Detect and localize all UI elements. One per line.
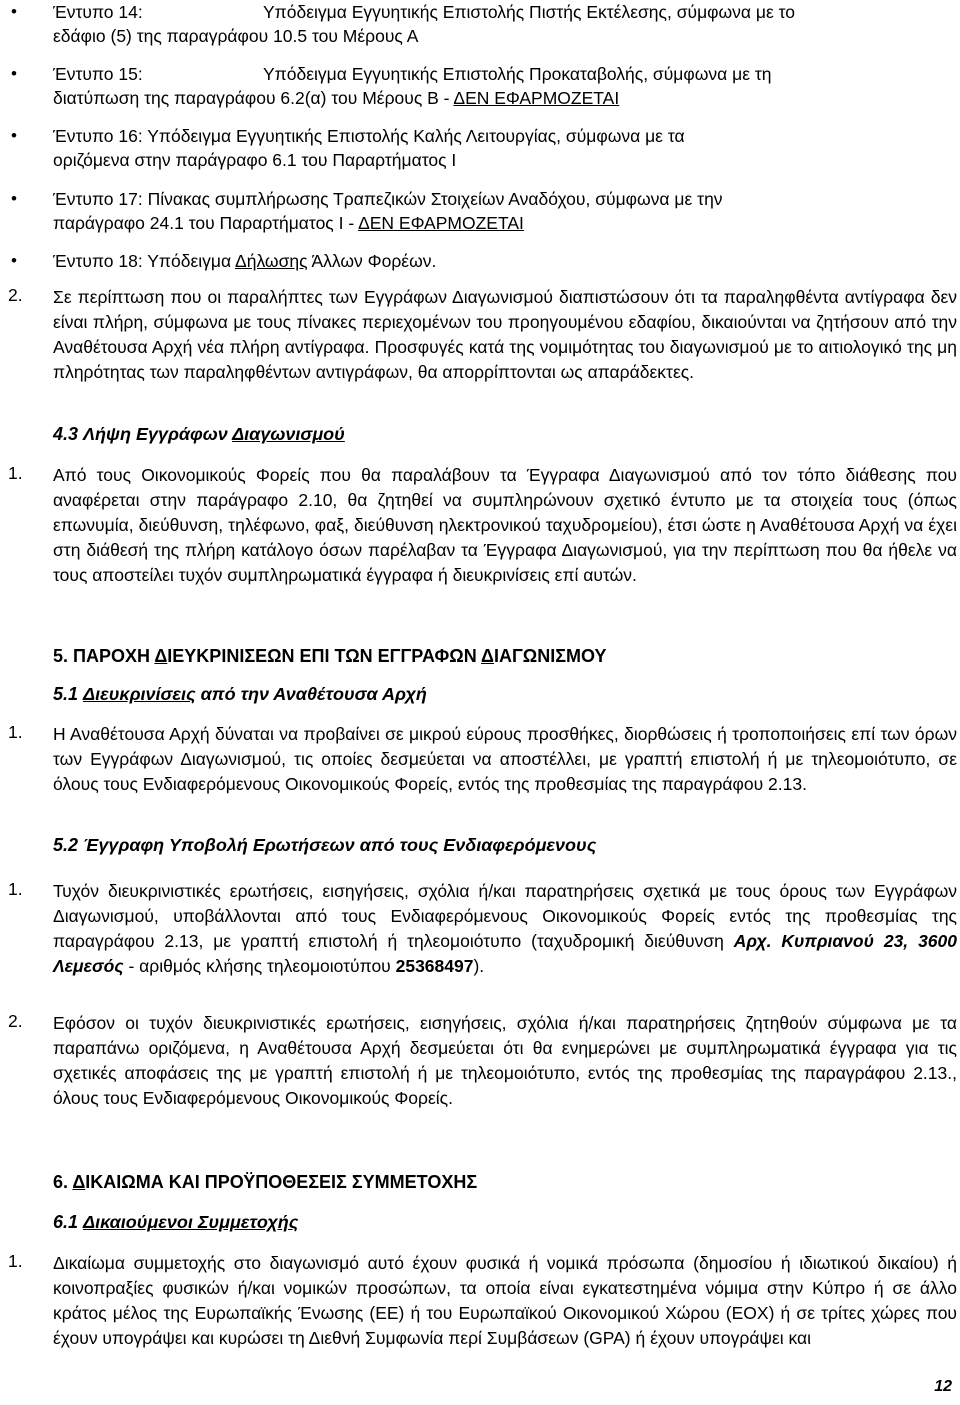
not-applicable-note: ΔΕΝ ΕΦΑΡΜΟΖΕΤΑΙ: [453, 88, 620, 108]
paragraph-text-mid: - αριθμός κλήσης τηλεομοιοτύπου: [123, 956, 396, 976]
item-label: Έντυπο 15:: [53, 64, 143, 84]
heading-text-underlined: Διαγωνισμού: [232, 424, 345, 444]
paragraph-number: 2.: [8, 285, 23, 305]
heading-text: 6.: [53, 1172, 73, 1192]
bullet-icon: •: [11, 251, 17, 270]
item-text-underlined: Δήλωσης: [235, 251, 308, 271]
item-text-continued: οριζόμενα στην παράγραφο 6.1 του Παραρτήματος Ι: [53, 150, 457, 170]
section-heading-6-1: [53, 1212, 298, 1233]
paragraph-number: 1.: [8, 722, 23, 742]
not-applicable-note: ΔΕΝ ΕΦΑΡΜΟΖΕΤΑΙ: [358, 213, 524, 233]
heading-text-underlined: Διευκρινίσεις: [83, 684, 196, 704]
heading-text: ΙΑΓΩΝΙΣΜΟΥ: [493, 646, 607, 666]
bullet-icon: •: [11, 64, 17, 83]
item-text-continued: εδάφιο (5) της παραγράφου 10.5 του Μέρους Α: [53, 26, 419, 46]
heading-letter-underlined: Δ: [481, 646, 494, 666]
list-item: [11, 0, 957, 48]
list-item: [11, 249, 957, 273]
heading-letter-underlined: Δ: [72, 1172, 86, 1192]
paragraph-text: Δικαίωμα συμμετοχής στο διαγωνισμό αυτό έχουν φυσικά ή νομικά πρόσωπα (δημοσίου ή ιδιωτικού δικαίου) ή κοινοπραξίες φυσικών ή/και νομικών προσώπων, τα οποία είναι εγκατεστημένα νόμιμα στην Κύπρο ή σε άλλο κράτος μέλος της Ευρωπαϊκής Ένωσης (ΕΕ) ή του Ευρωπαϊκού Οικονομικού Χώρου (ΕΟΧ) ή σε τρίτες χώρες που έχουν υπογράψει και κυρώσει τη Διεθνή Συμφωνία περί Συμβάσεων (GPA) ή έχουν υπογράψει και: [53, 1253, 957, 1348]
paragraph-text: Από τους Οικονομικούς Φορείς που θα παραλάβουν τα Έγγραφα Διαγωνισμού από τον τόπο διάθεσης που αναφέρεται στην παράγραφο 2.10, θα ζητηθεί να συμπληρώνουν σχετικό έντυπο με τα στοιχεία τους (όπως επωνυμία, διεύθυνση, τηλέφωνο, φαξ, διεύθυνση ηλεκτρονικού ταχυδρομείου), έτσι ώστε η Αναθέτουσα Αρχή να έχει στη διάθεσή της πλήρη κατάλογο όσων παρέλαβαν τα Έγγραφα Διαγωνισμού, για την περίπτωση που θα ήθελε να τους αποστείλει τυχόν συμπληρωματικά έγγραφα ή διευκρινίσεις επί αυτών.: [53, 465, 957, 585]
heading-letter-underlined: Δ: [154, 646, 168, 666]
item-text: Έντυπο 18: Υπόδειγμα: [53, 251, 236, 271]
item-text-end: Άλλων Φορέων.: [307, 251, 437, 271]
heading-text-underlined: Δικαιούμενοι Συμμετοχής: [83, 1212, 299, 1232]
heading-number: 5.2: [53, 835, 79, 855]
paragraph-text: Σε περίπτωση που οι παραλήπτες των Εγγράφων Διαγωνισμού διαπιστώσουν ότι τα παραληφθέντα αντίγραφα δεν είναι πλήρη, σύμφωνα με τους πίνακες περιεχομένων του προηγουμένου εδαφίου, δικαιούνται να ζητήσουν από την Αναθέτουσα Αρχή νέα πλήρη αντίγραφα. Προσφυγές κατά της νομιμότητας του διαγωνισμού με το αιτιολογικό της μη πληρότητας των παραληφθέντων αντιγράφων, θα απορρίπτονται ως απαράδεκτες.: [53, 287, 957, 382]
heading-number: 4.3: [53, 424, 79, 444]
postal-address: Αρχ. Κυπριανού 23, 3600 Λεμεσός: [53, 931, 957, 976]
list-item: [11, 124, 957, 172]
paragraph-number: 1.: [8, 1251, 23, 1271]
paragraph-text: [53, 879, 957, 979]
section-heading-5-1: [53, 684, 427, 705]
heading-text: 5. ΠΑΡΟΧΗ: [53, 646, 155, 666]
section-heading-6: [53, 1172, 477, 1193]
bullet-icon: •: [11, 126, 17, 145]
heading-text: Λήψη Εγγράφων: [83, 424, 233, 444]
heading-text: ΙΚΑΙΩΜΑ ΚΑΙ ΠΡΟΫΠΟΘΕΣΕΙΣ ΣΥΜΜΕΤΟΧΗΣ: [85, 1172, 478, 1192]
item-text: Έντυπο 17: Πίνακας συμπλήρωσης Τραπεζικών Στοιχείων Αναδόχου, σύμφωνα με την: [53, 189, 723, 209]
bullet-icon: •: [11, 189, 17, 208]
heading-text: Έγγραφη Υποβολή Ερωτήσεων από τους Ενδιαφερόμενους: [83, 835, 597, 855]
list-item: [11, 62, 957, 110]
item-text: Έντυπο 16: Υπόδειγμα Εγγυητικής Επιστολής Καλής Λειτουργίας, σύμφωνα με τα: [53, 126, 685, 146]
fax-number: 25368497: [395, 956, 474, 976]
item-text-continued: διατύπωση της παραγράφου 6.2(α) του Μέρους Β -: [53, 88, 454, 108]
section-heading-5-2: [53, 835, 596, 856]
section-heading-5: [53, 646, 607, 667]
list-item: [11, 187, 957, 235]
paragraph-text-start: Τυχόν διευκρινιστικές ερωτήσεις, εισηγήσεις, σχόλια ή/και παρατηρήσεις σχετικά με τους όρους των Εγγράφων Διαγωνισμού, υποβάλλονται από τους Ενδιαφερόμενους Οικονομικούς Φορείς εντός της προθεσμίας της παραγράφου 2.13, με γραπτή επιστολή ή τηλεομοιότυπο (ταχυδρομική διεύθυνση: [53, 881, 957, 951]
heading-number: 6.1: [53, 1212, 79, 1232]
paragraph-number: 1.: [8, 463, 23, 483]
item-label: Έντυπο 14:: [53, 2, 143, 22]
bullet-icon: •: [11, 2, 17, 21]
paragraph-text-end: ).: [473, 956, 485, 976]
heading-text: από την Αναθέτουσα Αρχή: [195, 684, 427, 704]
page-number: 12: [934, 1378, 952, 1395]
item-text-continued: παράγραφο 24.1 του Παραρτήματος Ι -: [53, 213, 359, 233]
item-text: Υπόδειγμα Εγγυητικής Επιστολής Πιστής Εκτέλεσης, σύμφωνα με το: [263, 2, 796, 22]
paragraph-text: Εφόσον οι τυχόν διευκρινιστικές ερωτήσεις, εισηγήσεις, σχόλια ή/και παρατηρήσεις ζητηθούν σύμφωνα με τα παραπάνω οριζόμενα, η Αναθέτουσα Αρχή δεσμεύεται ότι θα ενημερώνει με συμπληρωματικά έγγραφα για τις σχετικές αποφάσεις της με γραπτή επιστολή ή με τηλεομοιότυπο, εντός της προθεσμίας της παραγράφου 2.13., όλους τους Ενδιαφερόμενους Οικονομικούς Φορείς.: [53, 1013, 957, 1108]
item-text: Υπόδειγμα Εγγυητικής Επιστολής Προκαταβολής, σύμφωνα με τη: [263, 64, 772, 84]
heading-number: 5.1: [53, 684, 79, 704]
paragraph-text: Η Αναθέτουσα Αρχή δύναται να προβαίνει σε μικρού εύρους προσθήκες, διορθώσεις ή τροποποιήσεις επί των όρων των Εγγράφων Διαγωνισμού, τις οποίες δεσμεύεται να αποστέλλει, με γραπτή επιστολή ή με τηλεομοιότυπο, σε όλους τους Ενδιαφερόμενους Οικονομικούς Φορείς, εντός της προθεσμίας της παραγράφου 2.13.: [53, 724, 957, 794]
paragraph-number: 2.: [8, 1011, 23, 1031]
section-heading-4-3: [53, 424, 345, 445]
heading-text: ΙΕΥΚΡΙΝΙΣΕΩΝ ΕΠΙ ΤΩΝ ΕΓΓΡΑΦΩΝ: [167, 646, 482, 666]
paragraph-number: 1.: [8, 879, 23, 899]
